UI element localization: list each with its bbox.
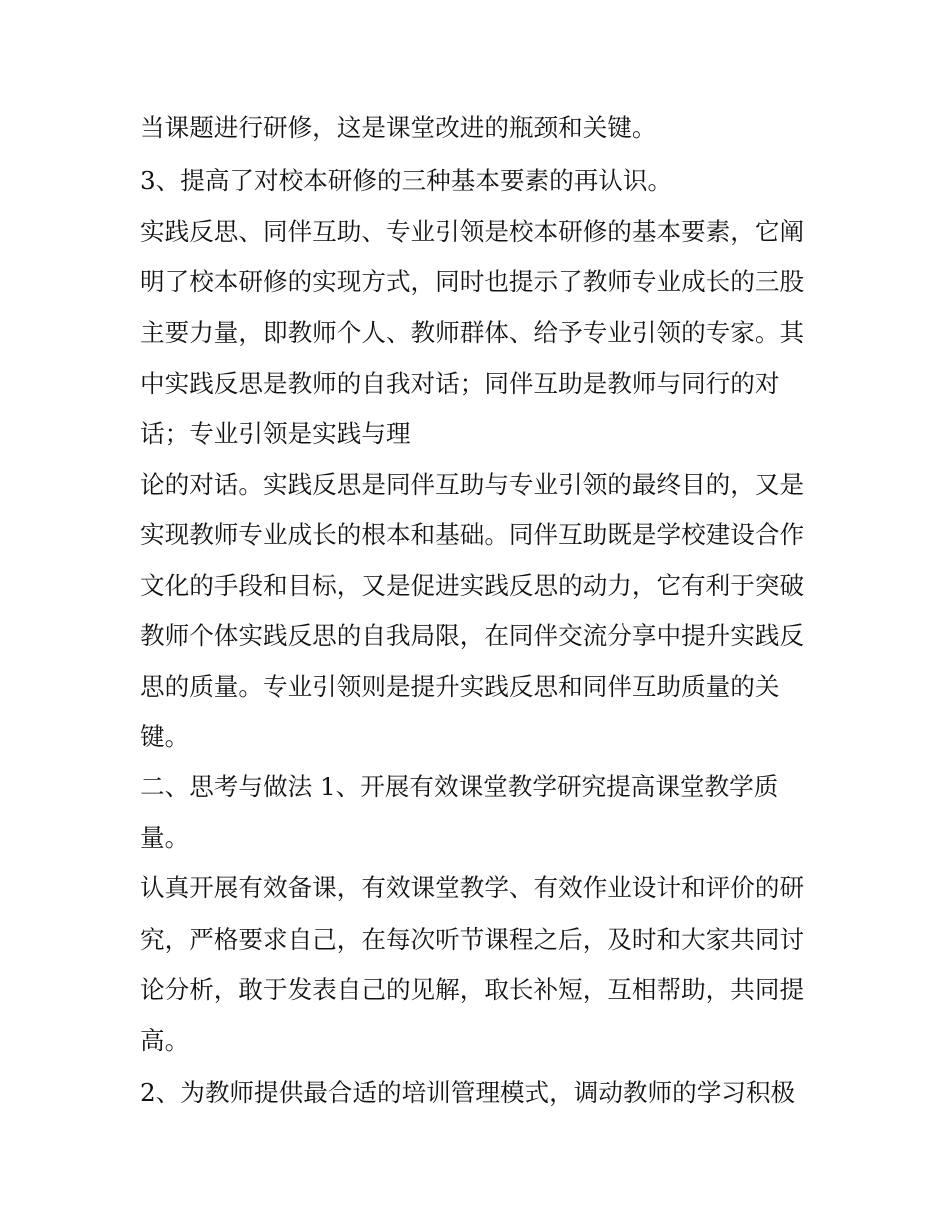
text-line: 键。 <box>140 722 190 751</box>
text-line: 话；专业引领是实践与理 <box>140 419 411 448</box>
text-line: 究，严格要求自己，在每次听节课程之后，及时和大家共同讨 <box>140 925 805 954</box>
text-line: 论分析，敢于发表自己的见解，取长补短，互相帮助，共同提 <box>140 975 805 1004</box>
text-line: 3、提高了对校本研修的三种基本要素的再认识。 <box>140 166 673 195</box>
text-line: 主要力量，即教师个人、教师群体、给予专业引领的专家。其 <box>140 318 805 347</box>
text-line: 高。 <box>140 1026 190 1055</box>
text-line: 当课题进行研修，这是课堂改进的瓶颈和关键。 <box>140 113 657 142</box>
text-line: 教师个体实践反思的自我局限，在同伴交流分享中提升实践反 <box>140 621 805 650</box>
text-line: 论的对话。实践反思是同伴互助与专业引领的最终目的，又是 <box>140 470 805 499</box>
section-heading: 二、思考与做法 1、开展有效课堂教学研究提高课堂教学质 <box>140 772 779 801</box>
text-line: 量。 <box>140 823 190 852</box>
text-line: 文化的手段和目标，又是促进实践反思的动力，它有利于突破 <box>140 571 805 600</box>
text-line: 实践反思、同伴互助、专业引领是校本研修的基本要素，它阐 <box>140 217 805 246</box>
text-line: 实现教师专业成长的根本和基础。同伴互助既是学校建设合作 <box>140 520 805 549</box>
text-line: 明了校本研修的实现方式，同时也提示了教师专业成长的三股 <box>140 267 805 296</box>
text-line: 认真开展有效备课，有效课堂教学、有效作业设计和评价的研 <box>140 873 805 902</box>
text-line: 思的质量。专业引领则是提升实践反思和同伴互助质量的关 <box>140 672 780 701</box>
text-line: 2、为教师提供最合适的培训管理模式，调动教师的学习积极 <box>140 1078 796 1107</box>
text-line: 中实践反思是教师的自我对话；同伴互助是教师与同行的对 <box>140 369 780 398</box>
